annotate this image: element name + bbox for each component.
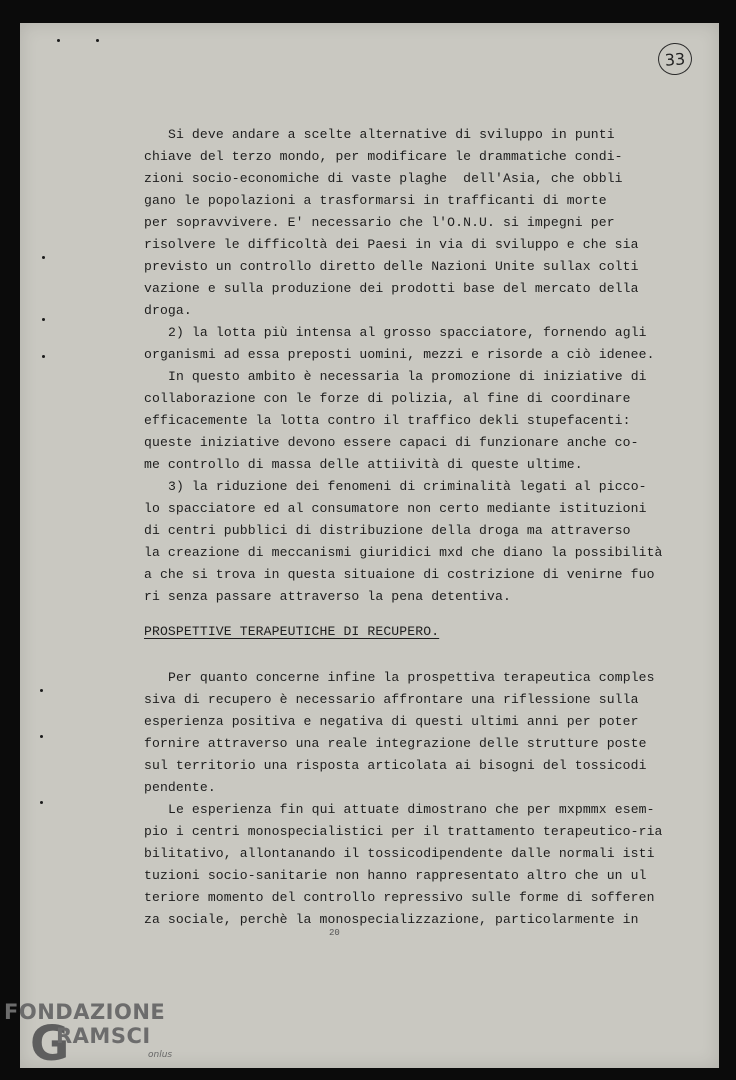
document-page — [20, 23, 719, 1072]
fondazione-gramsci-watermark — [4, 1000, 194, 1080]
text-line: a che si trova in questa situaione di costrizione di venirne fuo — [144, 567, 655, 582]
watermark-suffix: onlus — [148, 1050, 173, 1060]
punch-hole — [40, 689, 43, 692]
punch-hole — [40, 801, 43, 804]
text-line: la creazione di meccanismi giuridici mxd che diano la possibilità — [144, 545, 663, 560]
text-line: gano le popolazioni a trasformarsi in trafficanti di morte — [144, 193, 607, 208]
text-line: Le esperienza fin qui attuate dimostrano che per mxpmmx esem- — [168, 802, 655, 817]
text-line: collaborazione con le forze di polizia, al fine di coordinare — [144, 391, 631, 406]
text-line: tuzioni socio-sanitarie non hanno rappresentato altro che un ul — [144, 868, 647, 883]
text-line: bilitativo, allontanando il tossicodipendente dalle normali isti — [144, 846, 655, 861]
punch-hole — [42, 318, 45, 321]
text-line: me controllo di massa delle attiività di queste ultime. — [144, 457, 583, 472]
watermark-line2: RAMSCI — [56, 1024, 151, 1048]
text-line: ri senza passare attraverso la pena detentiva. — [144, 589, 511, 604]
text-line: vazione e sulla produzione dei prodotti base del mercato della — [144, 281, 639, 296]
text-line: risolvere le difficoltà dei Paesi in via di sviluppo e che sia — [144, 237, 639, 252]
punch-hole — [42, 256, 45, 259]
text-line: 2) la lotta più intensa al grosso spacciatore, fornendo agli — [168, 325, 647, 340]
text-line: queste iniziative devono essere capaci di funzionare anche co- — [144, 435, 639, 450]
text-line: di centri pubblici di distribuzione della droga ma attraverso — [144, 523, 631, 538]
text-line: fornire attraverso una reale integrazione delle strutture poste — [144, 736, 647, 751]
watermark-line1: FONDAZIONE — [4, 1000, 166, 1024]
text-line: previsto un controllo diretto delle Nazioni Unite sullax colti — [144, 259, 639, 274]
text-line: efficacemente la lotta contro il traffico dekli stupefacenti: — [144, 413, 631, 428]
text-line: Per quanto concerne infine la prospettiva terapeutica comples — [168, 670, 655, 685]
text-line: za sociale, perchè la monospecializzazione, particolarmente in — [144, 912, 639, 927]
footer-page-number: 20 — [329, 928, 340, 938]
text-line: teriore momento del controllo repressivo sulle forme di sofferen — [144, 890, 655, 905]
text-line: chiave del terzo mondo, per modificare le drammatiche condi- — [144, 149, 623, 164]
text-line: zioni socio-economiche di vaste plaghe dell'Asia, che obbli — [144, 171, 623, 186]
punch-hole — [40, 735, 43, 738]
punch-hole — [57, 39, 60, 42]
handwritten-page-number: 33 — [657, 42, 693, 76]
text-line: organismi ad essa preposti uomini, mezzi e risorde a ciò idenee. — [144, 347, 655, 362]
text-line: per sopravvivere. E' necessario che l'O.N.U. si impegni per — [144, 215, 615, 230]
section-heading: PROSPETTIVE TERAPEUTICHE DI RECUPERO. — [144, 624, 440, 639]
text-line: droga. — [144, 303, 192, 318]
text-line: pendente. — [144, 780, 216, 795]
text-line: pio i centri monospecialistici per il trattamento terapeutico-ria — [144, 824, 663, 839]
punch-hole — [96, 39, 99, 42]
text-line: In questo ambito è necessaria la promozione di iniziative di — [168, 369, 647, 384]
text-line: 3) la riduzione dei fenomeni di criminalità legati al picco- — [168, 479, 647, 494]
text-line: Si deve andare a scelte alternative di sviluppo in punti — [168, 127, 615, 142]
watermark-initial: G — [30, 1016, 70, 1072]
punch-hole — [42, 355, 45, 358]
text-line: esperienza positiva e negativa di questi ultimi anni per poter — [144, 714, 639, 729]
text-line: lo spacciatore ed al consumatore non certo mediante istituzioni — [144, 501, 647, 516]
text-line: siva di recupero è necessario affrontare una riflessione sulla — [144, 692, 639, 707]
text-line: sul territorio una risposta articolata ai bisogni del tossicodi — [144, 758, 647, 773]
